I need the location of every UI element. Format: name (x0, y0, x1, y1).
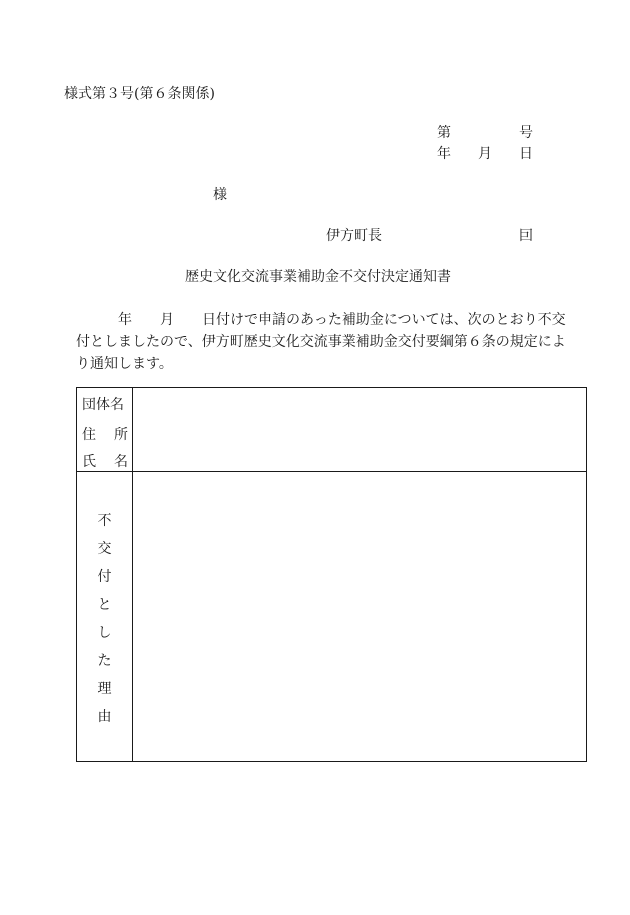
table-divider-horizontal (77, 471, 586, 472)
reason-label-char: 交 (97, 541, 112, 557)
address-label-char: 住 (82, 427, 96, 443)
reason-label-char: し (97, 625, 112, 641)
address-label-char: 所 (114, 427, 128, 443)
reason-label-char: 付 (97, 569, 112, 585)
reason-label-char: と (97, 597, 112, 613)
reason-label-char: 不 (97, 513, 112, 529)
notice-body-line: 年 月 日付けで申請のあった補助金については、次のとおり不交 (76, 312, 566, 328)
document-title: 歴史文化交流事業補助金不交付決定通知書 (185, 269, 451, 285)
reason-label-char: た (97, 653, 112, 669)
reason-label-char: 由 (97, 709, 112, 725)
document-number-suffix: 号 (519, 125, 533, 141)
issuer-title: 伊方町長 (326, 228, 382, 244)
notice-body (76, 309, 566, 375)
name-label-char: 名 (114, 454, 128, 470)
addressee-honorific: 様 (213, 187, 227, 203)
date-year-label: 年 (437, 146, 451, 162)
form-number: 様式第３号(第６条関係) (64, 86, 215, 102)
table-divider-vertical (132, 388, 133, 761)
group-name-label: 団体名 (82, 397, 124, 413)
name-label-char: 氏 (82, 454, 96, 470)
non-grant-reason-label (77, 514, 132, 738)
document-number-prefix: 第 (437, 125, 451, 141)
notice-body-line: り通知します。 (76, 356, 173, 372)
name-label (82, 455, 128, 469)
date-day-label: 日 (519, 146, 533, 162)
address-label (82, 428, 128, 442)
date-month-label: 月 (478, 146, 492, 162)
notice-body-line: 付としましたので、伊方町歴史文化交流事業補助金交付要綱第６条の規定によ (76, 334, 566, 350)
reason-label-char: 理 (97, 681, 112, 697)
seal-mark: 囙 (519, 228, 533, 244)
form-table (76, 387, 587, 762)
